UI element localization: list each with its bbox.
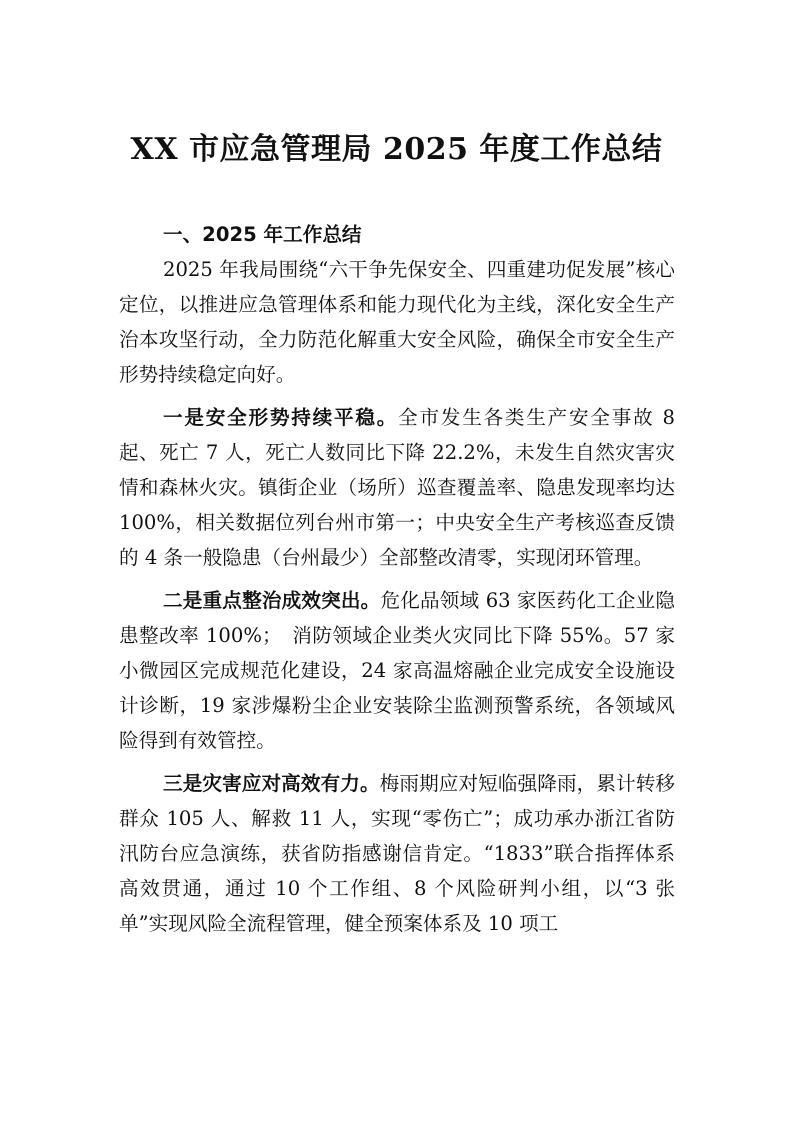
point-paragraph-3 — [119, 766, 675, 941]
point-lead-3: 三是灾害应对高效有力。 — [163, 772, 380, 795]
point-text-1: 全市发生各类生产安全事故 8 起、死亡 7 人，死亡人数同比下降 22.2%，未发生自然灾害灾情和森林火灾。镇街企业（场所）巡查覆盖率、隐患发现率均达 100%，相关数据位列台州市第一；中央安全生产考核巡查反馈的 4 条一般隐患（台州最少）全部整改清零，实现闭环管理。 — [119, 406, 675, 569]
intro-paragraph: 2025 年我局围绕“六干争先保安全、四重建功促发展”核心定位，以推进应急管理体系和能力现代化为主线，深化安全生产治本攻坚行动，全力防范化解重大安全风险，确保全市安全生产形势持续稳定向好。 — [119, 258, 675, 386]
document-title: XX 市应急管理局 2025 年度工作总结 — [130, 132, 663, 167]
point-paragraph-1 — [119, 400, 675, 575]
point-text-3: 梅雨期应对短临强降雨，累计转移群众 105 人、解救 11 人，实现“零伤亡”；成功承办浙江省防汛防台应急演练，获省防指感谢信肯定。“1833”联合指挥体系高效贯通，通过 10 个工作组、8 个风险研判小组，以“3 张单”实现风险全流程管理，健全预案体系及 10 项工 — [119, 772, 676, 935]
point-lead-2: 二是重点整治成效突出。 — [163, 589, 381, 612]
section-heading: 一、2025 年工作总结 — [163, 223, 362, 246]
document-body — [119, 222, 675, 949]
point-text-2: 危化品领域 63 家医药化工企业隐患整改率 100%； 消防领域企业类火灾同比下降 55%。57 家小微园区完成规范化建设，24 家高温熔融企业完成安全设施设计诊断，19 家涉爆粉尘企业安装除尘监测预警系统，各领域风险得到有效管控。 — [119, 589, 676, 752]
point-lead-1: 一是安全形势持续平稳。 — [163, 406, 399, 429]
point-paragraph-2 — [119, 583, 675, 758]
